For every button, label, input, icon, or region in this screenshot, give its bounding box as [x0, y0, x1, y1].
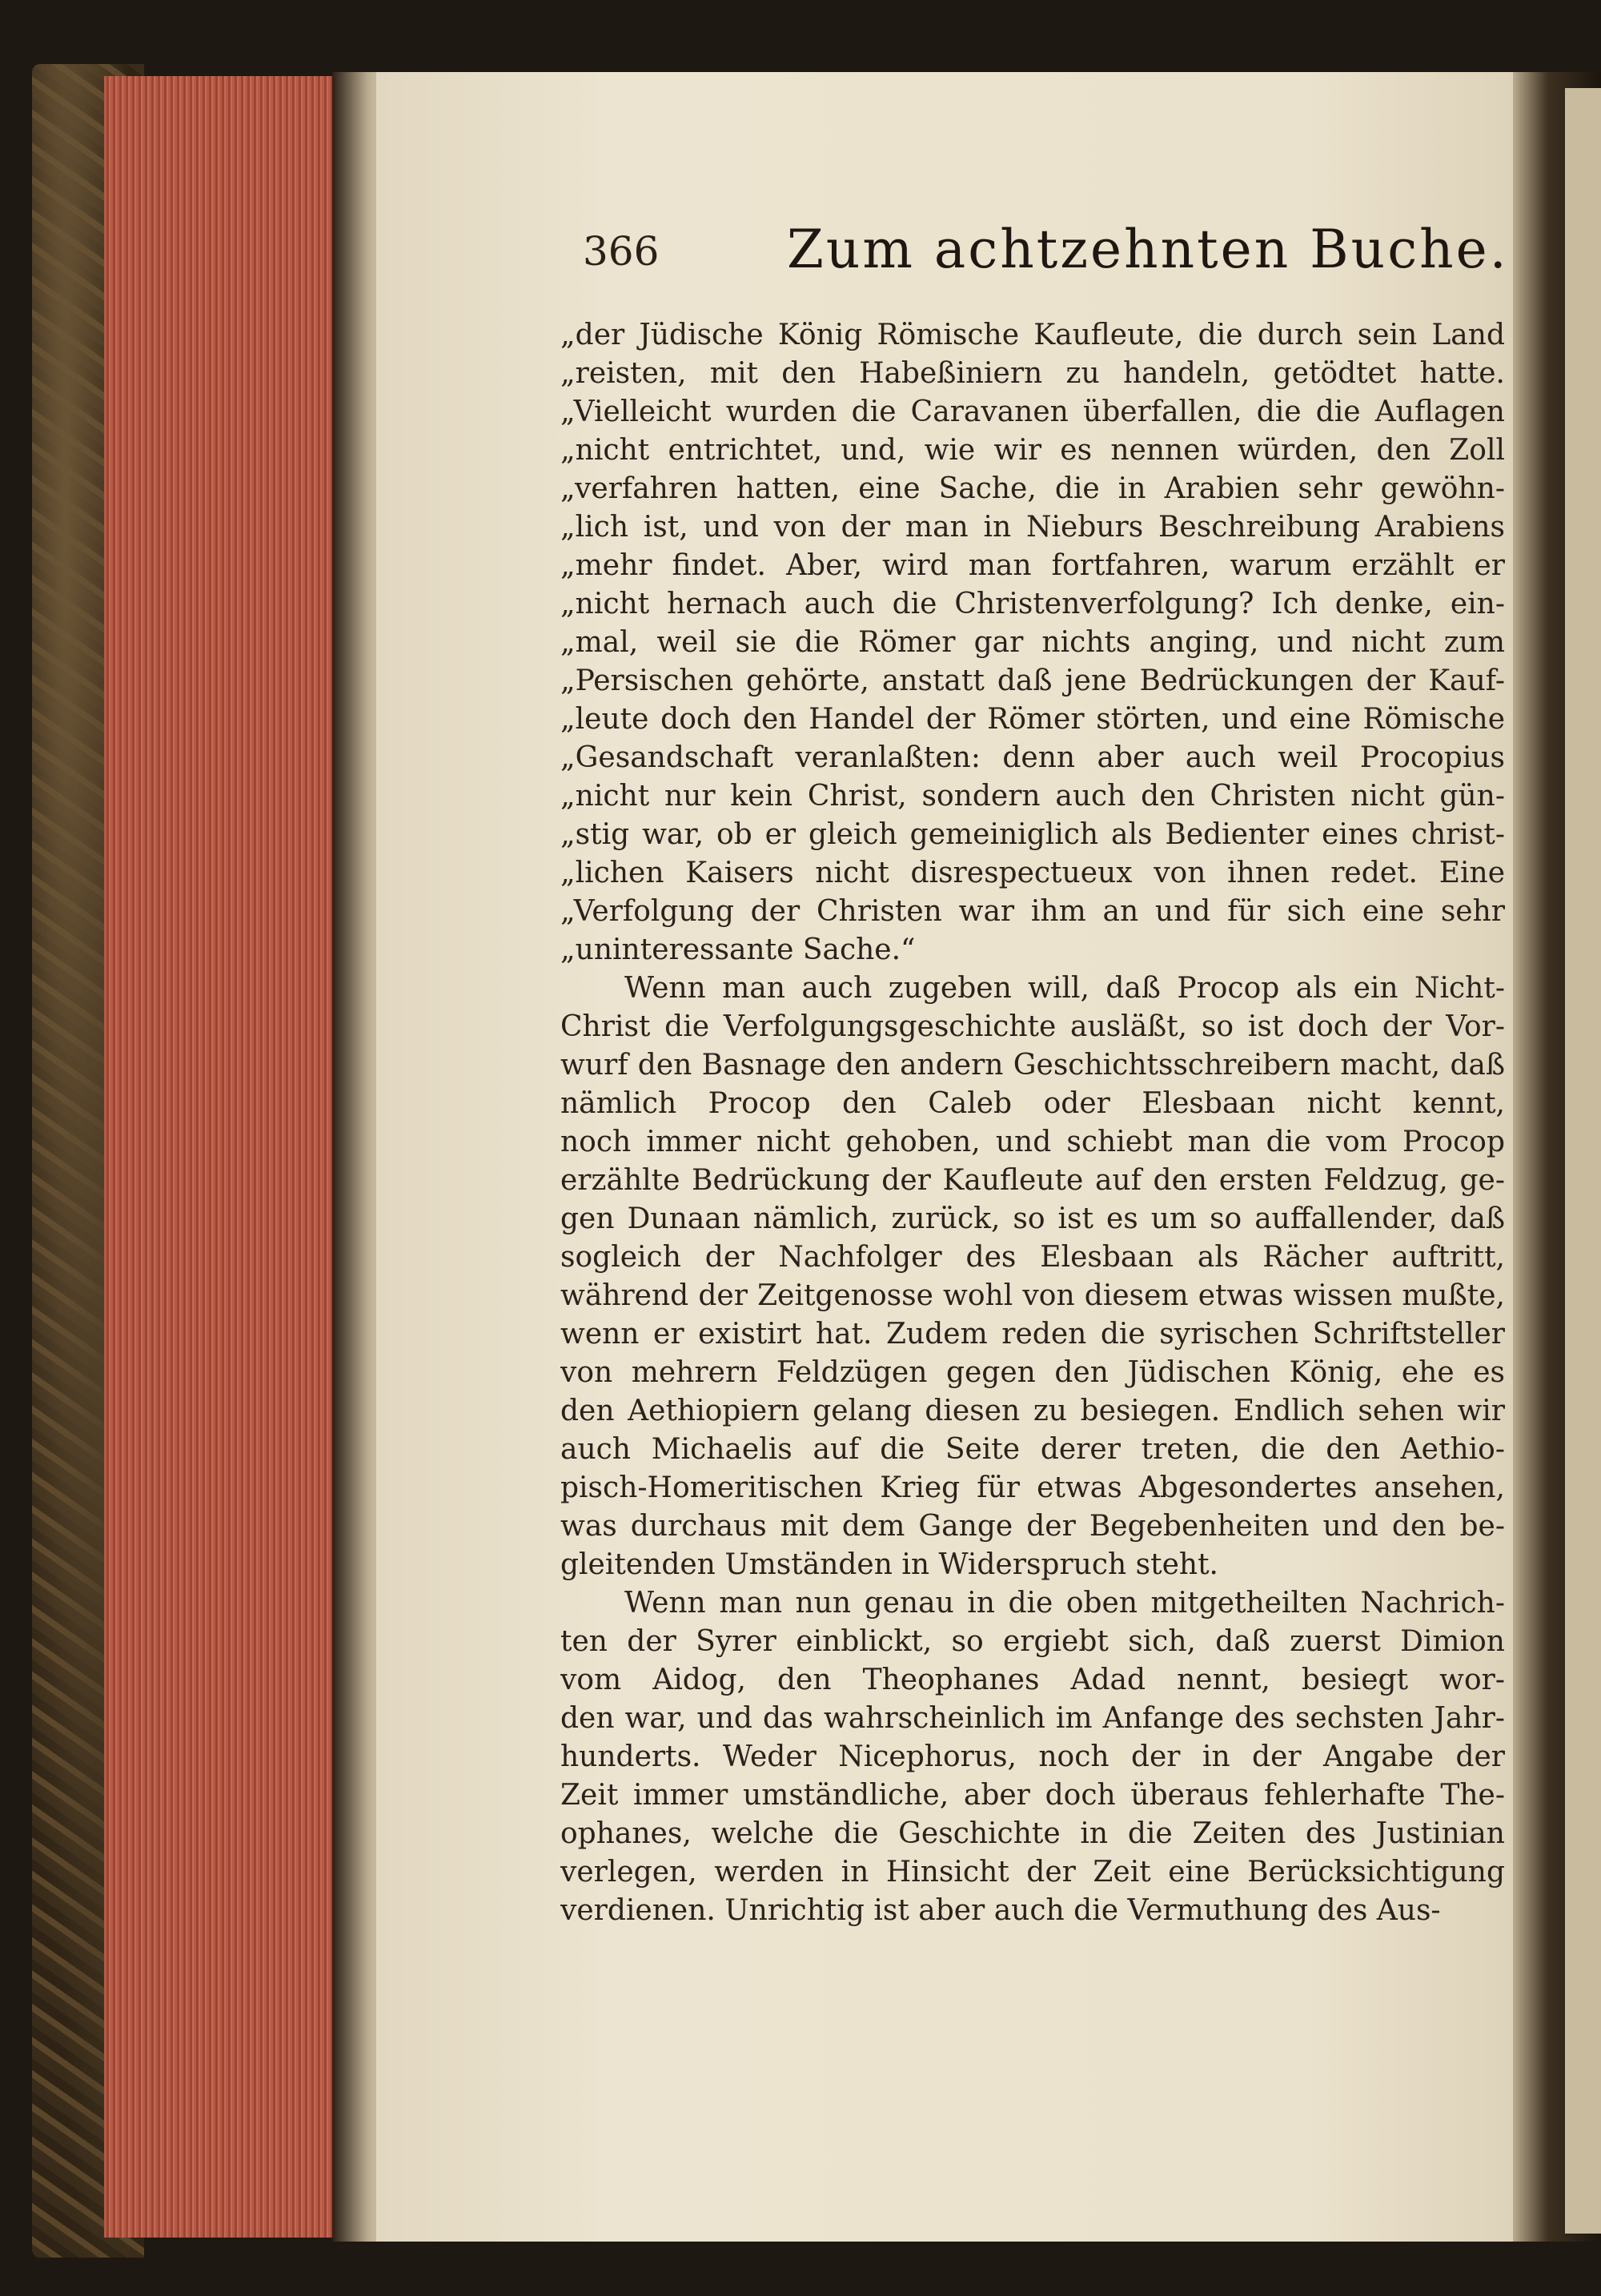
text-line: „Gesandschaft veranlaßten: denn aber auch weil Procopius — [560, 741, 1505, 774]
text-line: was durchaus mit dem Gange der Begebenheiten und den be- — [560, 1510, 1505, 1543]
text-line: sogleich der Nachfolger des Elesbaan als Rächer auftritt, — [560, 1241, 1505, 1274]
text-line: hunderts. Weder Nicephorus, noch der in der Angabe der — [560, 1740, 1505, 1773]
text-line: von mehrern Feldzügen gegen den Jüdischen König, ehe es — [560, 1356, 1505, 1389]
text-line: gen Dunaan nämlich, zurück, so ist es um so auffallender, daß — [560, 1202, 1505, 1235]
text-line: „der Jüdische König Römische Kaufleute, die durch sein Land — [560, 319, 1505, 351]
text-line: „leute doch den Handel der Römer störten, und eine Römische — [560, 703, 1505, 736]
text-line: „verfahren hatten, eine Sache, die in Arabien sehr gewöhn- — [560, 472, 1505, 505]
text-line: verdienen. Unrichtig ist aber auch die Vermuthung des Aus- — [560, 1894, 1441, 1927]
text-line: „stig war, ob er gleich gemeiniglich als Bedienter eines christ- — [560, 818, 1505, 851]
text-line: wenn er existirt hat. Zudem reden die syrischen Schriftsteller — [560, 1318, 1505, 1351]
text-line: Wenn man nun genau in die oben mitgetheilten Nachrich- — [624, 1587, 1505, 1620]
text-line: erzählte Bedrückung der Kaufleute auf den ersten Feldzug, ge- — [560, 1164, 1505, 1197]
text-line: ophanes, welche die Geschichte in die Zeiten des Justinian — [560, 1817, 1505, 1850]
text-line: auch Michaelis auf die Seite derer treten, die den Aethio- — [560, 1433, 1505, 1466]
text-line: während der Zeitgenosse wohl von diesem etwas wissen mußte, — [560, 1279, 1505, 1312]
red-page-edges — [104, 76, 344, 2238]
text-line: „lichen Kaisers nicht disrespectueux von ihnen redet. Eine — [560, 857, 1505, 889]
running-title: Zum achtzehnten Buche. — [787, 219, 1509, 280]
text-line: „mal, weil sie die Römer gar nichts anging, und nicht zum — [560, 626, 1505, 659]
text-line: nämlich Procop den Caleb oder Elesbaan nicht kennt, — [560, 1087, 1505, 1120]
text-line: „Vielleicht wurden die Caravanen überfallen, die die Auflagen — [560, 395, 1505, 428]
page-header — [583, 204, 1509, 292]
text-line: den war, und das wahrscheinlich im Anfange des sechsten Jahr- — [560, 1702, 1505, 1735]
text-line: ten der Syrer einblickt, so ergiebt sich, daß zuerst Dimion — [560, 1625, 1505, 1658]
text-line: verlegen, werden in Hinsicht der Zeit eine Berücksichtigung — [560, 1856, 1505, 1889]
text-line: „Verfolgung der Christen war ihm an und für sich eine sehr — [560, 895, 1505, 928]
text-line: Zeit immer umständliche, aber doch überaus fehlerhafte The- — [560, 1779, 1505, 1812]
text-line: den Aethiopiern gelang diesen zu besiegen. Endlich sehen wir — [560, 1395, 1505, 1427]
text-line: „Persischen gehörte, anstatt daß jene Bedrückungen der Kauf- — [560, 664, 1505, 697]
text-line: Christ die Verfolgungsgeschichte ausläßt, so ist doch der Vor- — [560, 1010, 1505, 1043]
text-line: „nicht hernach auch die Christenverfolgung? Ich denke, ein- — [560, 588, 1505, 620]
page-number: 366 — [583, 228, 660, 275]
text-line: „mehr findet. Aber, wird man fortfahren, warum erzählt er — [560, 549, 1505, 582]
body-text — [560, 316, 1505, 1930]
text-line: „nicht nur kein Christ, sondern auch den Christen nicht gün- — [560, 780, 1505, 813]
facing-page-edge — [1565, 88, 1601, 2234]
text-line: „lich ist, und von der man in Nieburs Beschreibung Arabiens — [560, 511, 1505, 544]
text-line: vom Aidog, den Theophanes Adad nennt, besiegt wor- — [560, 1664, 1505, 1696]
text-line: noch immer nicht gehoben, und schiebt man die vom Procop — [560, 1126, 1505, 1158]
text-line: „uninteressante Sache.“ — [560, 933, 916, 966]
text-line: wurf den Basnage den andern Geschichtsschreibern macht, daß — [560, 1049, 1505, 1082]
text-line: „reisten, mit den Habeßiniern zu handeln, getödtet hatte. — [560, 357, 1505, 390]
text-line: Wenn man auch zugeben will, daß Procop als ein Nicht- — [624, 972, 1505, 1005]
text-line: pisch-Homeritischen Krieg für etwas Abgesondertes ansehen, — [560, 1471, 1505, 1504]
text-line: gleitenden Umständen in Widerspruch steht. — [560, 1548, 1218, 1581]
text-line: „nicht entrichtet, und, wie wir es nennen würden, den Zoll — [560, 434, 1505, 467]
